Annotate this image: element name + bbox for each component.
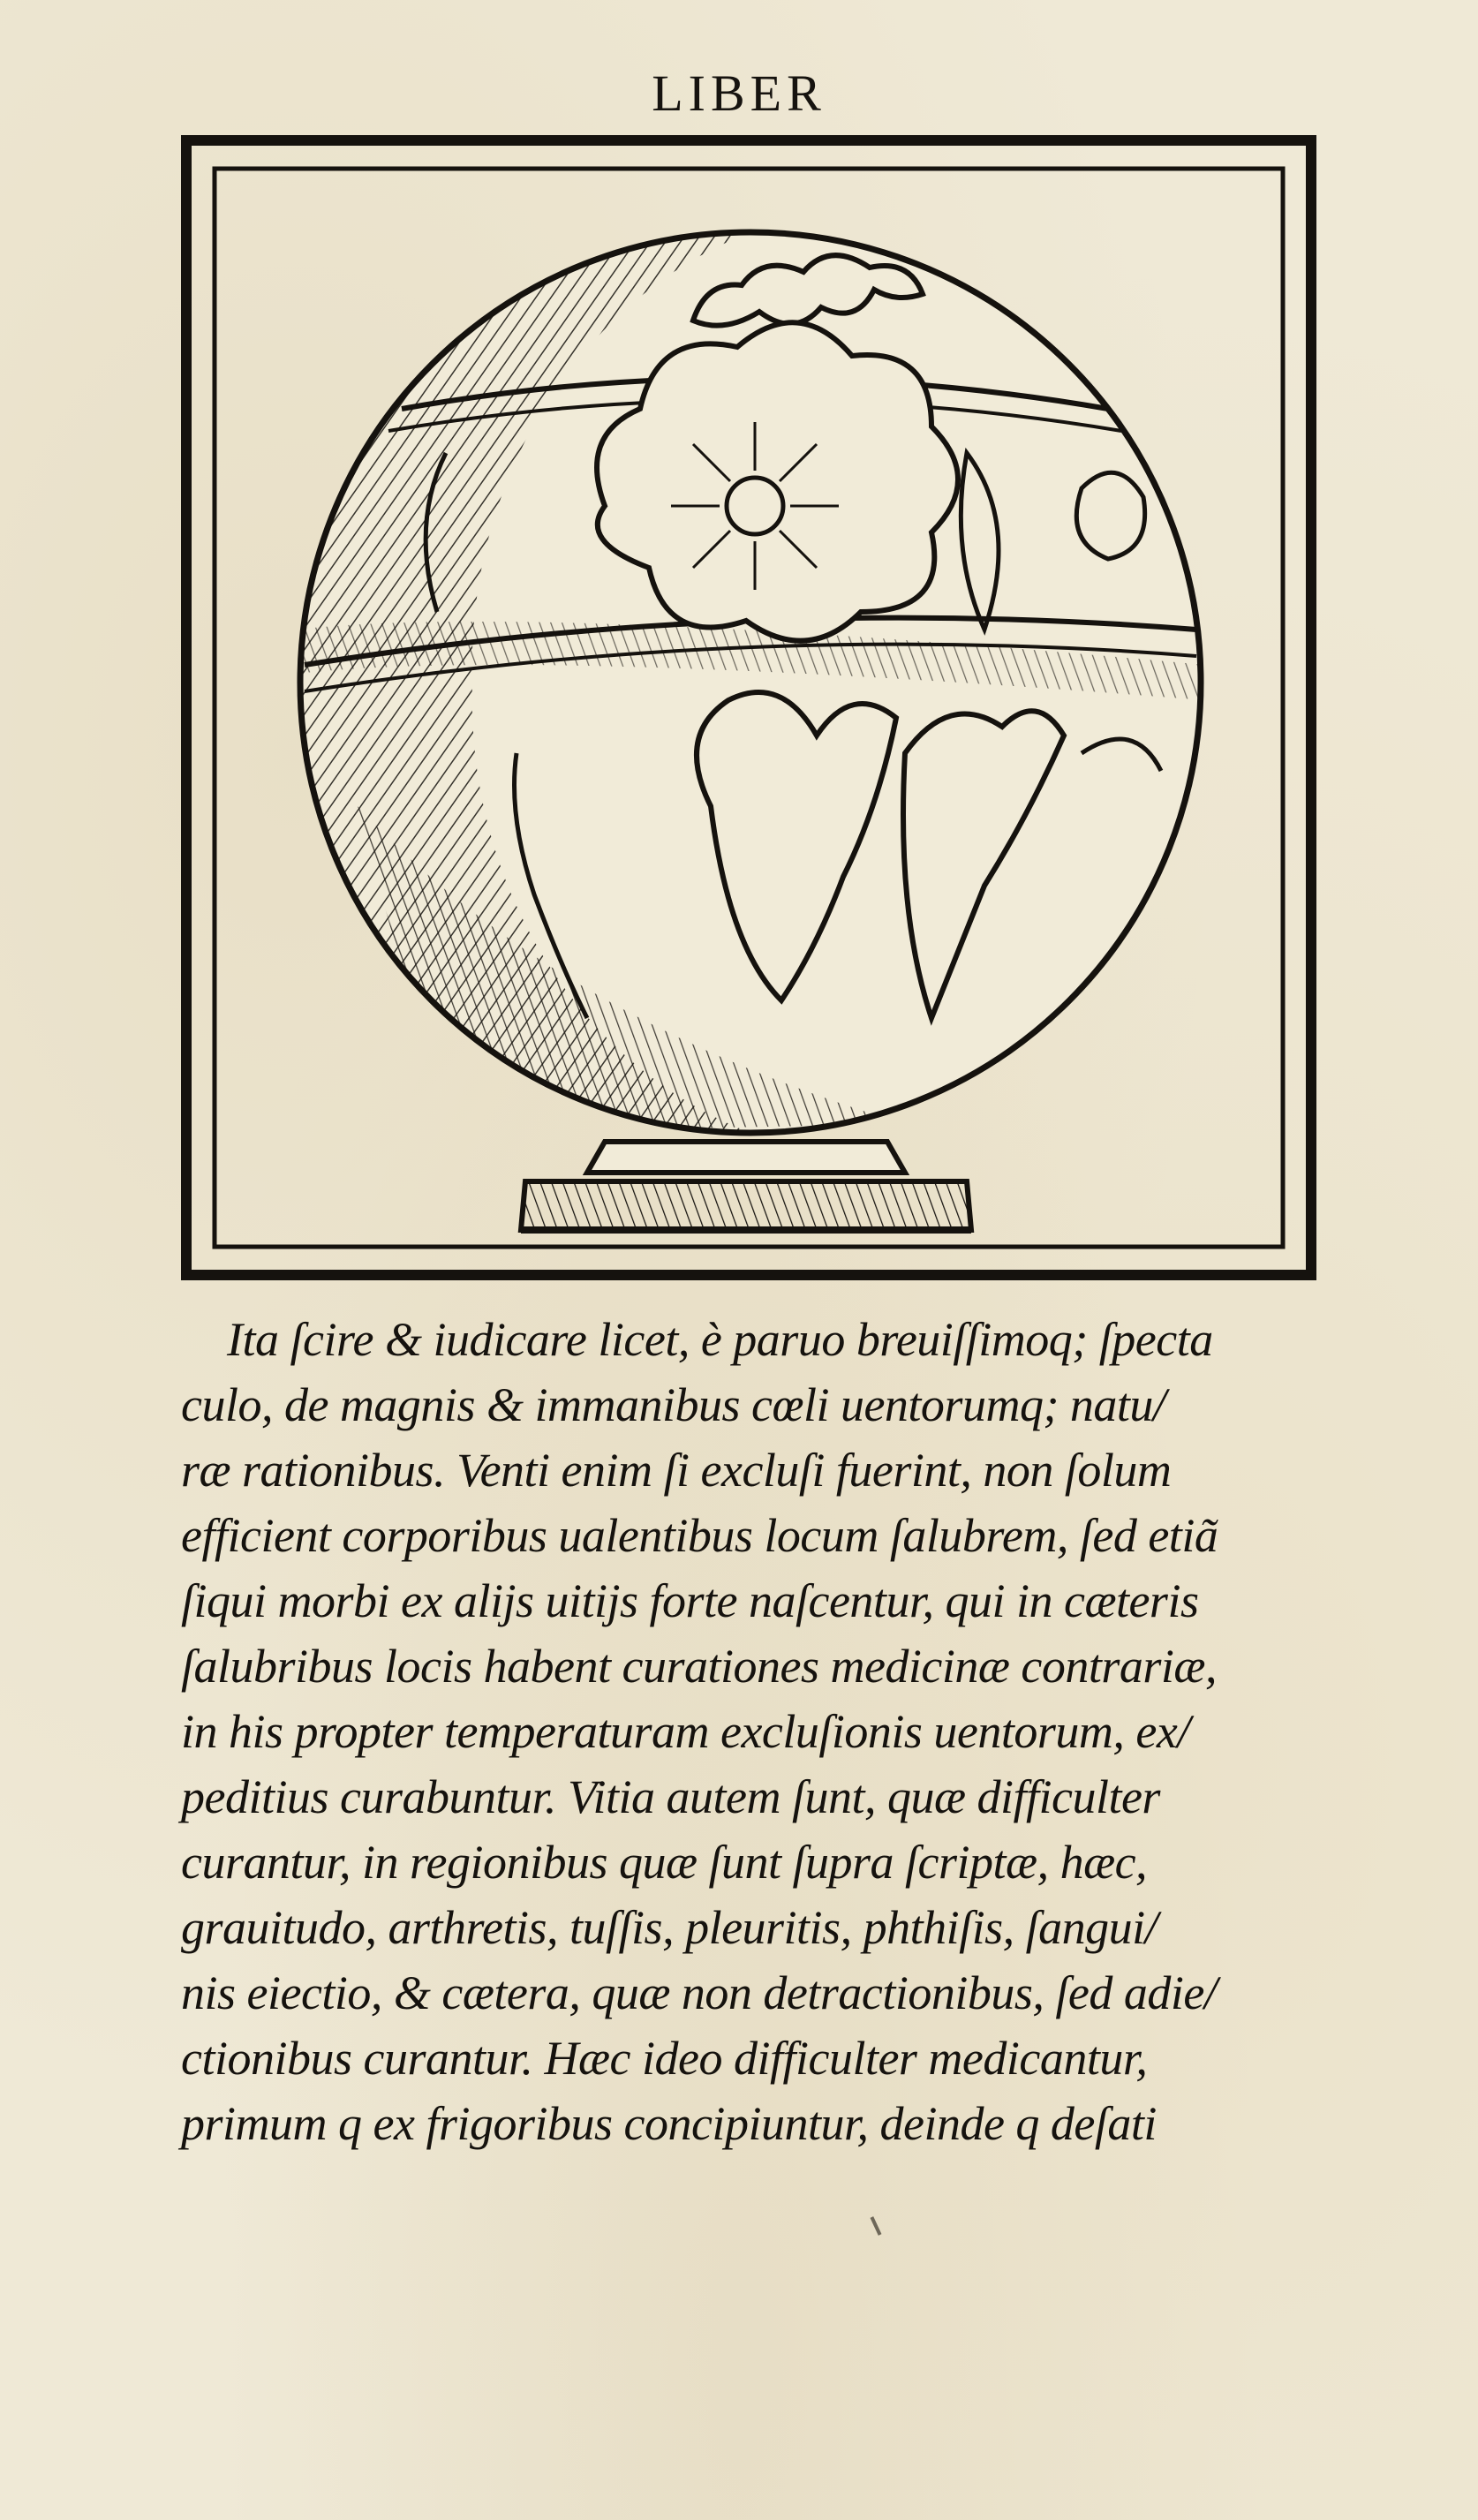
text-line: culo, de magnis & immanibus cœli uentorumq; natu/ xyxy=(181,1378,1166,1431)
text-line: nis eiectio, & cætera, quæ non detractionibus, ſed adie/ xyxy=(181,1966,1218,2019)
text-line: ctionibus curantur. Hæc ideo difficulter medicantur, xyxy=(181,2032,1148,2085)
text-line: efficient corporibus ualentibus locum ſalubrem, ſed etiã xyxy=(181,1509,1218,1562)
text-line: peditius curabuntur. Vitia autem ſunt, quæ difficulter xyxy=(181,1770,1160,1823)
text-line: ſiqui morbi ex alijs uitijs forte naſcentur, qui in cæteris xyxy=(181,1574,1199,1627)
woodcut-illustration xyxy=(181,135,1316,1280)
body-text xyxy=(181,1307,1346,2156)
text-line: Ita ſcire & iudicare licet, è paruo breuiſſimoq; ſpecta xyxy=(227,1313,1213,1366)
running-head: LIBER xyxy=(652,64,826,122)
globe-vessel-woodcut-icon xyxy=(181,135,1316,1280)
stray-ink-mark xyxy=(871,2216,882,2236)
text-line: ræ rationibus. Venti enim ſi excluſi fuerint, non ſolum xyxy=(181,1444,1172,1497)
text-line: in his propter temperaturam excluſionis uentorum, ex/ xyxy=(181,1705,1190,1758)
text-line: primum q ex frigoribus concipiuntur, deinde q deſati xyxy=(181,2097,1157,2150)
text-line: grauitudo, arthretis, tuſſis, pleuritis, phthiſis, ſangui/ xyxy=(181,1901,1158,1954)
text-line: ſalubribus locis habent curationes medicinæ contrariæ, xyxy=(181,1640,1217,1693)
text-line: curantur, in regionibus quæ ſunt ſupra ſcriptæ, hæc, xyxy=(181,1836,1148,1889)
